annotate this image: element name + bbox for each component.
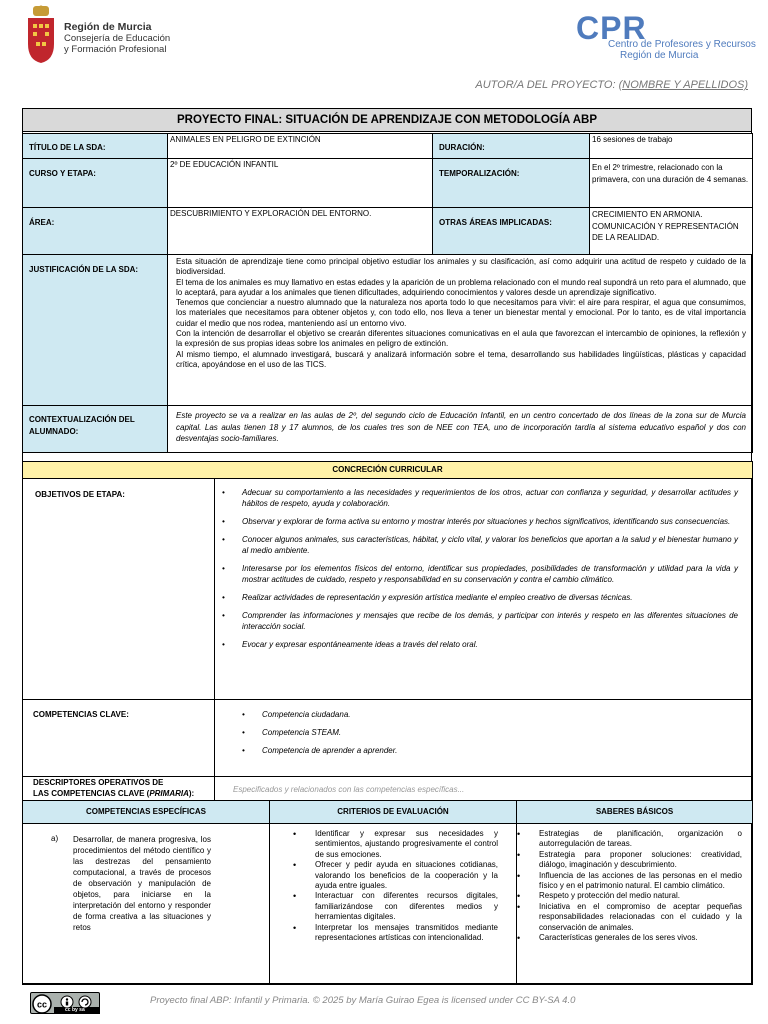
objetivos-label-cell <box>22 478 215 700</box>
objetivo-item: • Comprender las informaciones y mensajes que recibe de los demás, y participar con interés y respeto en las diferentes situaciones de interacción social. <box>242 610 738 632</box>
project-form <box>22 108 752 984</box>
cpr-line-1: Centro de Profesores y Recursos <box>608 39 756 50</box>
cpr-line-2: Región de Murcia <box>620 50 699 61</box>
criterio-item: • Interactuar con diferentes recursos digitales, familiarizándose con diferentes medios y herramientas digitales. <box>315 891 498 922</box>
saber-item: • Influencia de las acciones de las personas en el medio físico y en el patrimonio natural. El cambio climático. <box>539 871 742 892</box>
consejeria-line-2: y Formación Profesional <box>64 44 167 55</box>
author-line <box>475 79 748 91</box>
duracion-label: DURACIÓN: <box>432 133 590 159</box>
justificacion-paragraph: Al mismo tiempo, el alumnado investigará, buscará y analizará información sobre el tema, desarrollando sus habilidades lingüísticas, plásticas y capacidad crítica, apoyándose en el uso de las TICS. <box>176 349 746 369</box>
criterio-item: • Interpretar los mensajes transmitidos mediante representaciones artísticas con intencionalidad. <box>315 923 498 944</box>
competencia-item: • Competencia STEAM. <box>262 727 738 738</box>
competencia-item: • Competencia ciudadana. <box>262 709 738 720</box>
saber-item: • Respeto y protección del medio natural. <box>539 891 742 901</box>
competencias-especificas-header: COMPETENCIAS ESPECÍFICAS <box>22 800 270 824</box>
criterios-list <box>315 829 498 943</box>
saberes-list <box>539 829 742 943</box>
justificacion-label: JUSTIFICACIÓN DE LA SDA: <box>22 254 168 406</box>
justificacion-paragraph: El tema de los animales es muy llamativo en estas edades y la aparición de un problema relacionado con el mundo real supondrá un reto para el alumnado, que lo aceptará, para ayudar a los animales que tienen dificultades, adquiriendo conocimientos y valores desde un aprendizaje significativo. <box>176 277 746 297</box>
competencia-letter: a) <box>51 834 59 843</box>
justificacion-paragraph: Con la intención de desarrollar el objetivo se crearán diferentes situaciones comunicativas en el aula que favorezcan el intercambio de opiniones, la reflexión y la expresión de sus propias ideas sobre los animales en peligro de extinción. <box>176 329 746 349</box>
competencia-especifica-text: Desarrollar, de manera progresiva, los procedimientos del método científico y las destrezas del pensamiento computacional, a través de procesos de observación y manipulación de objetos, para iniciarse en la interpretación del entorno y responder de forma creativa a las situaciones y retos <box>73 835 211 932</box>
objetivo-item: • Interesarse por los elementos físicos del entorno, identificar sus propiedades, posibilidades de transformación y utilidad para la vida y mostrar actitudes de cuidado, respeto y responsabilidad en su conservación y contra el cambio climático. <box>242 563 738 585</box>
criterio-item: • Ofrecer y pedir ayuda en situaciones cotidianas, valorando los beneficios de la cooperación y la ayuda entre iguales. <box>315 860 498 891</box>
saberes-header: SABERES BÁSICOS <box>516 800 753 824</box>
descriptores-value: Especificados y relacionados con las competencias específicas... <box>214 776 753 801</box>
objetivo-item: • Adecuar su comportamiento a las necesidades y requerimientos de los otros, actuar con confianza y seguridad, y desarrollar actitudes y hábitos de respeto, ayuda y colaboración. <box>242 487 738 509</box>
area-value: DESCUBRIMIENTO Y EXPLORACIÓN DEL ENTORNO. <box>167 207 433 255</box>
cpr-logo-text: CPR <box>576 10 647 46</box>
competencias-list <box>262 709 738 756</box>
saber-item: • Estrategias de planificación, organización o autorregulación de tareas. <box>539 829 742 850</box>
form-title: PROYECTO FINAL: SITUACIÓN DE APRENDIZAJE CON METODOLOGÍA ABP <box>22 108 752 132</box>
objetivos-label: OBJETIVOS DE ETAPA: <box>35 490 125 499</box>
license-text: Proyecto final ABP: Infantil y Primaria. © 2025 by María Guirao Egea is licensed under CC BY-SA 4.0 <box>150 995 576 1006</box>
author-label: AUTOR/A DEL PROYECTO: <box>475 79 619 91</box>
saberes-cell <box>516 823 753 985</box>
competencias-label-cell <box>22 699 215 777</box>
objetivos-cell <box>214 478 753 700</box>
criterio-item: • Identificar y expresar sus necesidades y sentimientos, ajustando progresivamente el control de sus emociones. <box>315 829 498 860</box>
region-name: Región de Murcia <box>64 21 152 33</box>
descriptores-label-line2: LAS COMPETENCIAS CLAVE (PRIMARIA): <box>33 789 195 798</box>
curso-label: CURSO Y ETAPA: <box>22 158 168 208</box>
otras-areas-label: OTRAS ÁREAS IMPLICADAS: <box>432 207 590 255</box>
titulo-value: ANIMALES EN PELIGRO DE EXTINCIÓN <box>167 133 433 159</box>
saber-item: • Iniciativa en el compromiso de aceptar pequeñas responsabilidades relacionadas con el cuidado y la conservación de animales. <box>539 902 742 933</box>
competencias-label: COMPETENCIAS CLAVE: <box>33 710 129 719</box>
contextualizacion-value: Este proyecto se va a realizar en las aulas de 2º, del segundo ciclo de Educación Infantil, en un centro concertado de dos líneas de la zona sur de Murcia capital. Las aulas tienen 18 y 17 alumnos, de los cuales tres son de NEE con TEA, uno de incorporación tardía al sistema educativo español y dos con desventajas socio-familiares. <box>167 405 753 453</box>
crest-icon <box>24 4 58 64</box>
temporalizacion-value: En el 2º trimestre, relacionado con la primavera, con una duración de 4 semanas. <box>589 158 753 208</box>
otras-areas-value: CRECIMIENTO EN ARMONIA. COMUNICACIÓN Y REPRESENTACIÓN DE LA REALIDAD. <box>589 207 753 255</box>
cc-license-badge[interactable] <box>30 992 100 1014</box>
objetivo-item: • Evocar y expresar espontáneamente ideas a través del relato oral. <box>242 639 738 650</box>
criterios-cell <box>269 823 517 985</box>
cpr-logo <box>576 12 756 64</box>
titulo-label: TÍTULO DE LA SDA: <box>22 133 168 159</box>
area-label: ÁREA: <box>22 207 168 255</box>
objetivos-list <box>242 487 738 650</box>
saber-item: • Características generales de los seres vivos. <box>539 933 742 943</box>
justificacion-paragraph: Tenemos que concienciar a nuestro alumnado que la naturaleza nos aporta todo lo que necesitamos para vivir: el aire para respirar, el agua que consumimos, los materiales que necesitamos para obtener objetos y, con todo ello, nos lleva a tener un bienestar mental y emocional. Por lo tanto, es de vital importancia cuidar el medio que nos rodea, manteniendo así un entorno vivo. <box>176 298 746 328</box>
competencias-cell <box>214 699 753 777</box>
temporalizacion-label: TEMPORALIZACIÓN: <box>432 158 590 208</box>
justificacion-paragraph: Esta situación de aprendizaje tiene como principal objetivo estudiar los animales y su clasificación, así como adquirir una actitud de respeto y cuidado de la biodiversidad. <box>176 257 746 277</box>
duracion-value: 16 sesiones de trabajo <box>589 133 753 159</box>
objetivo-item: • Conocer algunos animales, sus características, hábitat, y ciclo vital, y valorar los beneficios que aportan a la salud y el bienestar humano y al medio ambiente. <box>242 534 738 556</box>
author-value: (NOMBRE Y APELLIDOS) <box>618 79 748 91</box>
concrecion-header: CONCRECIÓN CURRICULAR <box>22 461 753 479</box>
saber-item: • Estrategia para proponer soluciones: creatividad, diálogo, imaginación y descubrimiento. <box>539 850 742 871</box>
region-murcia-logo <box>24 4 244 64</box>
contextualizacion-label: CONTEXTUALIZACIÓN DEL ALUMNADO: <box>22 405 168 453</box>
justificacion-value <box>167 254 753 406</box>
objetivo-item: • Realizar actividades de representación y expresión artística mediante el empleo creativo de diversas técnicas. <box>242 592 738 603</box>
svg-text:cc: cc <box>36 999 48 1010</box>
consejeria-line-1: Consejería de Educación <box>64 33 171 44</box>
objetivo-item: • Observar y explorar de forma activa su entorno y mostrar interés por situaciones y hechos significativos, identificando sus consecuencias. <box>242 516 738 527</box>
criterios-header: CRITERIOS DE EVALUACIÓN <box>269 800 517 824</box>
descriptores-label-line1: DESCRIPTORES OPERATIVOS DE <box>33 778 164 787</box>
descriptores-label-cell <box>22 776 215 801</box>
competencia-item: • Competencia de aprender a aprender. <box>262 745 738 756</box>
competencia-especifica-cell <box>22 823 270 985</box>
curso-value: 2º DE EDUCACIÓN INFANTIL <box>167 158 433 208</box>
cc-badge-label: cc by sa <box>65 1007 85 1013</box>
